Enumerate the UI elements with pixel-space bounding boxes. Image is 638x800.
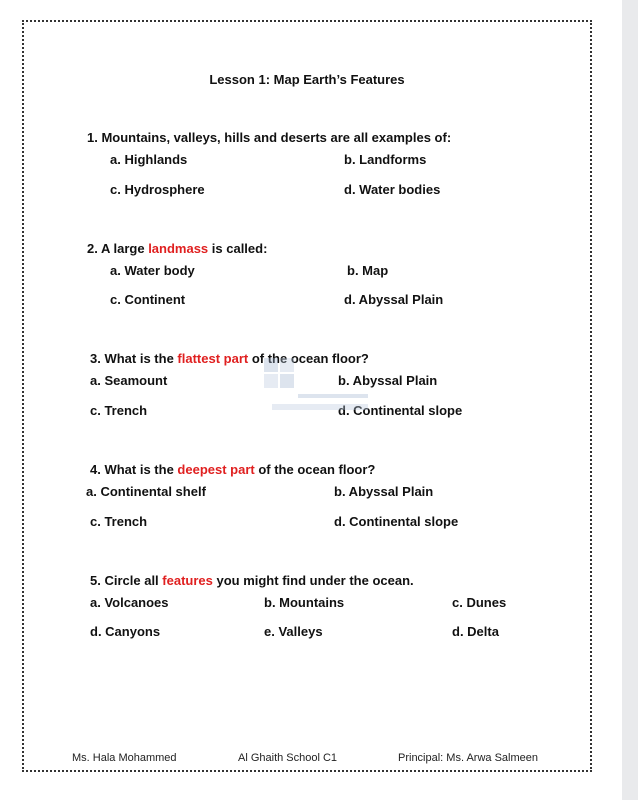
q5-option-d[interactable]: d. Canyons xyxy=(90,624,161,639)
q4-option-d[interactable]: d. Continental slope xyxy=(334,514,459,529)
keyword-highlight: features xyxy=(162,573,213,588)
q5-option-e[interactable]: e. Valleys xyxy=(264,624,323,639)
q2-option-b[interactable]: b. Map xyxy=(347,263,389,278)
question-4: 4. What is the deepest part of the ocean floor? xyxy=(90,462,376,477)
q1-option-b[interactable]: b. Landforms xyxy=(344,152,427,167)
q4-option-b[interactable]: b. Abyssal Plain xyxy=(334,484,434,499)
q3-option-a[interactable]: a. Seamount xyxy=(90,373,168,388)
q3-option-b[interactable]: b. Abyssal Plain xyxy=(338,373,438,388)
q2-option-d[interactable]: d. Abyssal Plain xyxy=(344,292,444,307)
page-edge xyxy=(622,0,638,800)
q4-option-c[interactable]: c. Trench xyxy=(90,514,148,529)
q5-option-b[interactable]: b. Mountains xyxy=(264,595,345,610)
q3-option-c[interactable]: c. Trench xyxy=(90,403,148,418)
keyword-highlight: landmass xyxy=(148,241,209,256)
q1-option-a[interactable]: a. Highlands xyxy=(110,152,188,167)
page-title: Lesson 1: Map Earth’s Features xyxy=(209,72,405,87)
footer-principal: Principal: Ms. Arwa Salmeen xyxy=(398,752,538,764)
question-2: 2. A large landmass is called: xyxy=(87,241,268,256)
question-3: 3. What is the flattest part of the ocean floor? xyxy=(90,351,369,366)
q4-option-a[interactable]: a. Continental shelf xyxy=(86,484,206,499)
question-5: 5. Circle all features you might find under the ocean. xyxy=(90,573,414,588)
q5-option-c[interactable]: c. Dunes xyxy=(452,595,507,610)
q1-option-c[interactable]: c. Hydrosphere xyxy=(110,182,205,197)
q5-option-f[interactable]: d. Delta xyxy=(452,624,499,639)
watermark-logo xyxy=(238,350,388,430)
q2-option-a[interactable]: a. Water body xyxy=(110,263,195,278)
q2-option-c[interactable]: c. Continent xyxy=(110,292,186,307)
footer-teacher: Ms. Hala Mohammed xyxy=(72,752,177,764)
q5-option-a[interactable]: a. Volcanoes xyxy=(90,595,169,610)
footer-school: Al Ghaith School C1 xyxy=(238,752,338,764)
keyword-highlight: flattest part xyxy=(177,351,249,366)
keyword-highlight: deepest part xyxy=(177,462,255,477)
question-1: 1. Mountains, valleys, hills and deserts are all examples of: xyxy=(87,130,452,145)
q3-option-d[interactable]: d. Continental slope xyxy=(338,403,463,418)
q1-option-d[interactable]: d. Water bodies xyxy=(344,182,441,197)
